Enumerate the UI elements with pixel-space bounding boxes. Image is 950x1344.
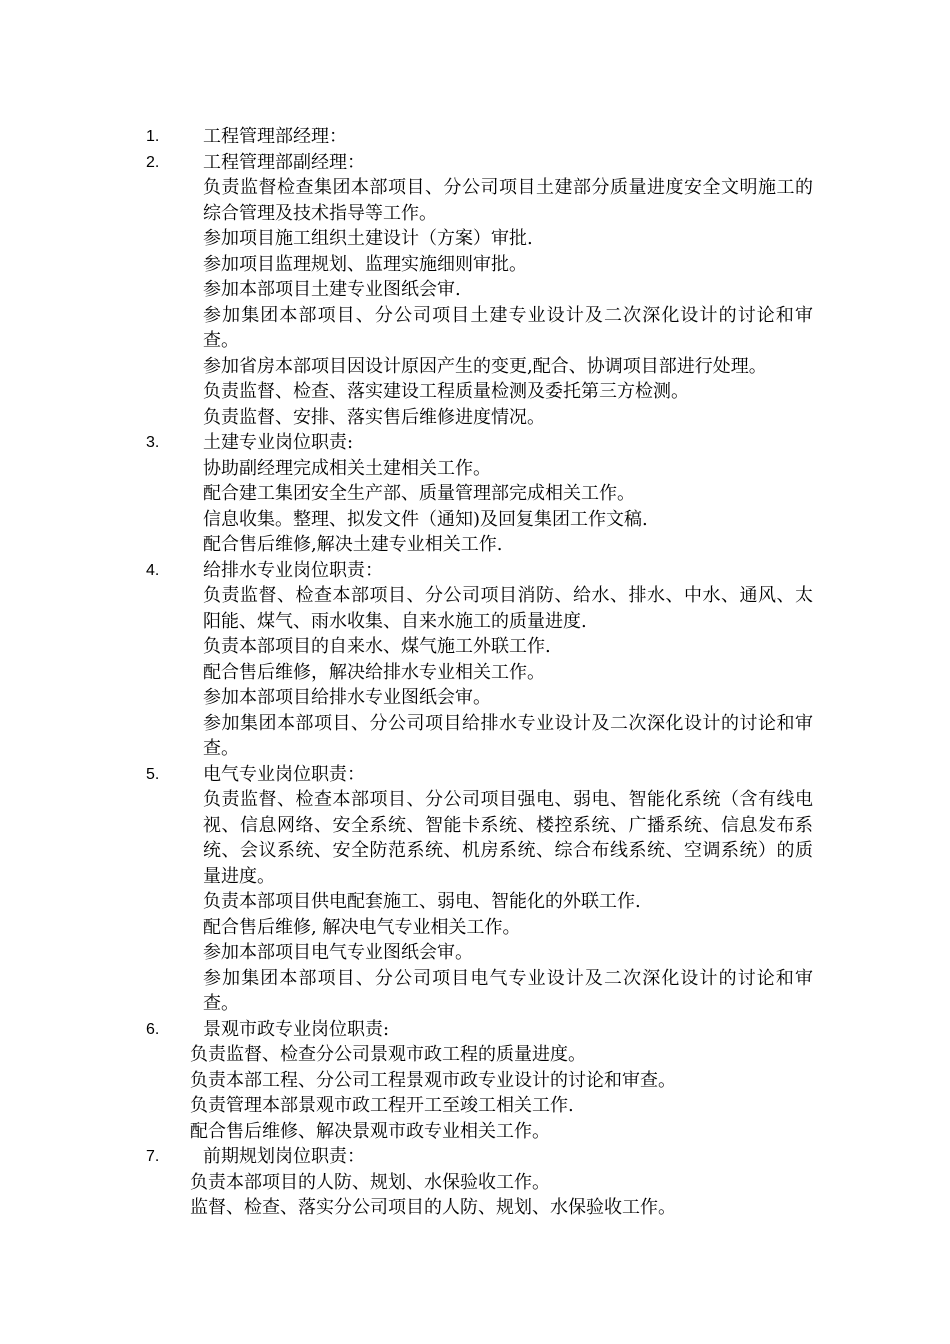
duty-item: 负责本部项目供电配套施工、弱电、智能化的外联工作. (203, 891, 641, 912)
duty-item: 参加本部项目给排水专业图纸会审。 (203, 687, 491, 708)
duty-item: 配合售后维修, 解决电气专业相关工作。 (203, 916, 521, 938)
duty-item: 配合售后维修，解决给排水专业相关工作。 (203, 661, 545, 683)
duty-item: 负责监督检查集团本部项目、分公司项目土建部分质量进度安全文明施工的综合管理及技术指导等工作。 (203, 177, 813, 224)
duty-list (0, 787, 950, 1017)
section-heading (0, 1144, 950, 1170)
list-number: 6. (146, 1020, 160, 1038)
list-number: 4. (146, 561, 160, 579)
duty-item: 监督、检查、落实分公司项目的人防、规划、水保验收工作。 (190, 1197, 676, 1218)
duty-item: 负责本部项目的自来水、煤气施工外联工作. (203, 636, 551, 657)
duty-item: 参加省房本部项目因设计原因产生的变更,配合、协调项目部进行处理。 (203, 355, 767, 377)
section-title: 电气专业岗位职责： (203, 763, 365, 785)
duty-section (0, 558, 950, 762)
duty-item: 参加集团本部项目、分公司项目给排水专业设计及二次深化设计的讨论和审查。 (203, 712, 813, 759)
duty-item: 负责管理本部景观市政工程开工至竣工相关工作. (190, 1095, 574, 1116)
duty-list (0, 1042, 950, 1144)
duty-item: 信息收集。整理、拟发文件（通知)及回复集团工作文稿. (203, 508, 648, 530)
duty-item: 负责监督、检查本部项目、分公司项目强电、弱电、智能化系统（含有线电视、信息网络、安全系统、智能卡系统、楼控系统、广播系统、信息发布系统、会议系统、安全防范系统、机房系统、综合布线系统、空调系统）的质量进度。 (203, 789, 813, 887)
duty-list (0, 175, 950, 430)
duty-item: 参加集团本部项目、分公司项目电气专业设计及二次深化设计的讨论和审查。 (203, 967, 813, 1014)
duty-item: 参加项目施工组织土建设计（方案）审批. (203, 228, 533, 249)
list-number: 5. (146, 765, 160, 783)
duty-item: 参加项目监理规划、监理实施细则审批。 (203, 253, 527, 275)
duty-list (0, 1170, 950, 1221)
section-title: 工程管理部副经理： (203, 151, 365, 173)
duty-item: 负责监督、检查分公司景观市政工程的质量进度。 (190, 1044, 586, 1065)
section-heading (0, 150, 950, 176)
section-title: 给排水专业岗位职责： (203, 559, 383, 581)
duty-item: 配合售后维修、解决景观市政专业相关工作。 (190, 1120, 550, 1142)
section-heading (0, 124, 950, 150)
document-body (0, 124, 950, 1221)
duty-item: 参加本部项目土建专业图纸会审. (203, 279, 461, 300)
duty-section (0, 124, 950, 150)
section-heading (0, 430, 950, 456)
duty-item: 负责监督、检查本部项目、分公司项目消防、给水、排水、中水、通风、太阳能、煤气、雨水收集、自来水施工的质量进度. (203, 585, 813, 632)
duty-item: 协助副经理完成相关土建相关工作。 (203, 457, 491, 479)
duty-section (0, 1017, 950, 1145)
section-heading (0, 762, 950, 788)
duty-item: 配合售后维修,解决土建专业相关工作. (203, 534, 503, 555)
section-title: 景观市政专业岗位职责: (203, 1018, 390, 1040)
section-title: 工程管理部经理： (203, 126, 347, 147)
duty-item: 参加集团本部项目、分公司项目土建专业设计及二次深化设计的讨论和审查。 (203, 304, 813, 351)
list-number: 3. (146, 434, 160, 451)
duty-item: 参加本部项目电气专业图纸会审。 (203, 942, 473, 963)
section-title: 土建专业岗位职责: (203, 432, 354, 453)
section-title: 前期规划岗位职责： (203, 1146, 365, 1167)
duty-list (0, 583, 950, 762)
duty-section (0, 1144, 950, 1221)
list-number: 7. (146, 1148, 160, 1165)
duty-section (0, 150, 950, 431)
list-number: 2. (146, 153, 160, 171)
section-heading (0, 558, 950, 584)
list-number: 1. (146, 128, 160, 145)
duty-item: 负责本部项目的人防、规划、水保验收工作。 (190, 1171, 550, 1193)
duty-item: 负责监督、安排、落实售后维修进度情况。 (203, 406, 545, 428)
duty-item: 负责监督、检查、落实建设工程质量检测及委托第三方检测。 (203, 381, 689, 402)
duty-section (0, 430, 950, 558)
section-heading (0, 1017, 950, 1043)
duty-item: 负责本部工程、分公司工程景观市政专业设计的讨论和审查。 (190, 1069, 676, 1091)
duty-section (0, 762, 950, 1017)
duty-item: 配合建工集团安全生产部、质量管理部完成相关工作。 (203, 483, 635, 504)
duty-list (0, 456, 950, 558)
